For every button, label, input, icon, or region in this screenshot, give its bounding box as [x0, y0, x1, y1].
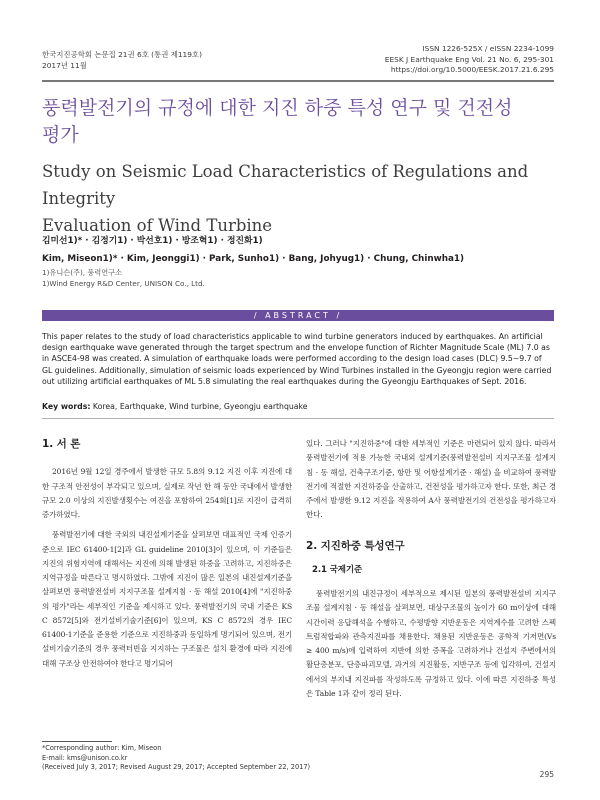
section-1-paragraph-continued: 있다. 그러나 "지진하중"에 대한 세부적인 기준은 마련되어 있지 않다. 따라서 풍력발전기에 적용 가능한 국내외 설계기준(풍력발전설비 지지구조물 설계지침 · 동 해설, 건축구조기준, 항만 및 어항설계기준 · 해설) 을 비교하여 풍력발전기에 적절한 지진하중을 산출하고, 건전성을 평가하고자 한다. 또한, 최근 경주에서 발생한 9.12 지진을 적용하여 A사 풍력발전기의 건전성을 평가하고자 한다.	[306, 439, 556, 520]
section-1-heading: 1. 서 론	[42, 438, 81, 450]
footnote	[42, 744, 310, 773]
footnote-divider	[42, 741, 112, 742]
journal-header-right	[385, 44, 554, 76]
affiliation-korean: 1)유니슨(주), 풍력연구소	[42, 268, 123, 277]
title-english	[42, 158, 562, 239]
journal-header-left	[42, 49, 202, 71]
keywords-label: Key words:	[42, 402, 91, 411]
authors-english: Kim, Miseon1)* · Kim, Jeonggi1) · Park, Sunho1) · Bang, Johyug1) · Chung, Chinwha1)	[42, 254, 465, 264]
issn: ISSN 1226-525X / eISSN 2234-1099	[422, 44, 554, 53]
keywords-list: Korea, Earthquake, Wind turbine, Gyeongju earthquake	[92, 402, 308, 411]
section-1-paragraph-2: 풍력발전기에 대한 국외의 내진설계기준을 살펴보면 대표적인 국제 인증기준으로 IEC 61400-1[2]과 GL guideline 2010[3]이 있으며, 이 기준들은 지진의 위험지역에 대해서는 지진에 의해 발생된 하중을 고려하고, 지진하중은 지역규정을 따른다고 명시하였다. 그밖에 지진이 많은 일본의 내진설계기준을 살펴보면 풍력발전설비 지지구조물 설계지침 · 동 해설 2010[4]에 "지진하중의 평가"라는 세부적인 기준을 제시하고 있다. 풍력발전기의 국내 기준은 KS C 8572[5]와 전기설비기술기준[6]이 있으며, KS C 8572의 경우 IEC 61400-1기준을 준용한 기준으로 지진하중과 동일하게 명기되어 있으며, 전기설비기술기준의 경우 풍력터빈을 지지하는 구조물은 설치 환경에 따라 지진에 대해 구조상 안전하여야 한다고 명기되어	[42, 530, 292, 668]
affiliation-english: 1)Wind Energy R&D Center, UNISON Co., Ltd.	[42, 278, 205, 288]
abstract-text: This paper relates to the study of load characteristics applicable to wind turbine generators induced by earthquakes. An artificial design earthquake wave generated through the target spectrum and the envelope function of Richter Magnitude Scale (ML) 7.0 as in ASCE4-98 was created. A simulation of earthquake loads were performed according to the design load cases (DLC) 9.5~9.7 of GL guidelines. Additionally, simulation of seismic loads experienced by Wind Turbines installed in the Gyeongju region were carried out utilizing artificial earthquakes of ML 5.8 simulating the real earthquakes during the Gyeongju Earthquakes of Sept. 2016.	[42, 332, 552, 386]
keywords	[42, 401, 308, 412]
abstract-divider	[42, 418, 554, 419]
title-english-line1: Study on Seismic Load Characteristics of Regulations and Integrity	[42, 162, 529, 208]
author-list	[42, 232, 464, 268]
section-2-1-paragraph: 풍력발전기의 내진규정이 세부적으로 제시된 일본의 풍력발전설비 지지구조물 설계지침 · 동 해설을 살펴보면, 대상구조물의 높이가 60 m이상에 대해 시간이력 응답해석을 수행하고, 수평방향 지반운동은 지역계수를 고려한 스펙트럼적합파와 관측지진파를 채용한다. 채용된 지반운동은 공학적 기저면(Vs ≥ 400 m/s)에 입력하여 지반에 의한 증폭을 고려하거나 건설지 주변에서의 활단층분포, 단층파괴모델, 과거의 지진활동, 지반구조 등에 입각하여, 건설지에서의 부지내 지진파를 작성하도록 규정하고 있다. 이에 따른 지진하중 특성은 Table 1과 같이 정리 된다.	[306, 589, 556, 698]
abstract-banner: / ABSTRACT /	[42, 310, 554, 321]
page-number: 295	[539, 770, 554, 779]
header-divider	[42, 80, 554, 82]
submission-dates: (Received July 3, 2017; Revised August 29, 2017; Accepted September 22, 2017)	[42, 763, 311, 772]
body-column-left	[42, 437, 292, 671]
title-english-line2: Evaluation of Wind Turbine	[42, 216, 273, 235]
section-2-1-heading: 2.1 국제기준	[312, 564, 363, 575]
affiliations	[42, 268, 205, 289]
title-korean-line2: 평가	[42, 124, 79, 146]
journal-name-en: EESK J Earthquake Eng Vol. 21 No. 6, 295-301	[384, 54, 554, 64]
corresponding-author: *Corresponding author: Kim, Miseon	[42, 744, 162, 752]
author-email[interactable]: E-mail: kms@unison.co.kr	[42, 753, 128, 762]
title-korean-line1: 풍력발전기의 규정에 대한 지진 하중 특성 연구 및 건전성	[42, 97, 513, 119]
section-1-paragraph-1: 2016년 9월 12일 경주에서 발생한 규모 5.8의 9.12 지진 이후 지진에 대한 구조적 안전성이 부각되고 있으며, 실제로 작년 한 해 동안 국내에서 발생한 규모 2.0 이상의 지진발생횟수는 여진을 포함하여 254회[1]로 지진이 급격히 증가하였다.	[42, 467, 292, 519]
body-column-right	[306, 437, 556, 701]
authors-korean: 김미선1)* · 김정기1) · 박선호1) · 방조혁1) · 정진화1)	[42, 236, 263, 246]
title-korean	[42, 95, 562, 149]
issue-date-ko: 2017년 11월	[42, 61, 87, 70]
journal-name-ko: 한국지진공학회 논문집 21권 6호 (통권 제119호)	[42, 50, 202, 59]
doi-link[interactable]: https://doi.org/10.5000/EESK.2017.21.6.295	[390, 65, 554, 74]
section-2-heading: 2. 지진하중 특성연구	[306, 539, 405, 552]
